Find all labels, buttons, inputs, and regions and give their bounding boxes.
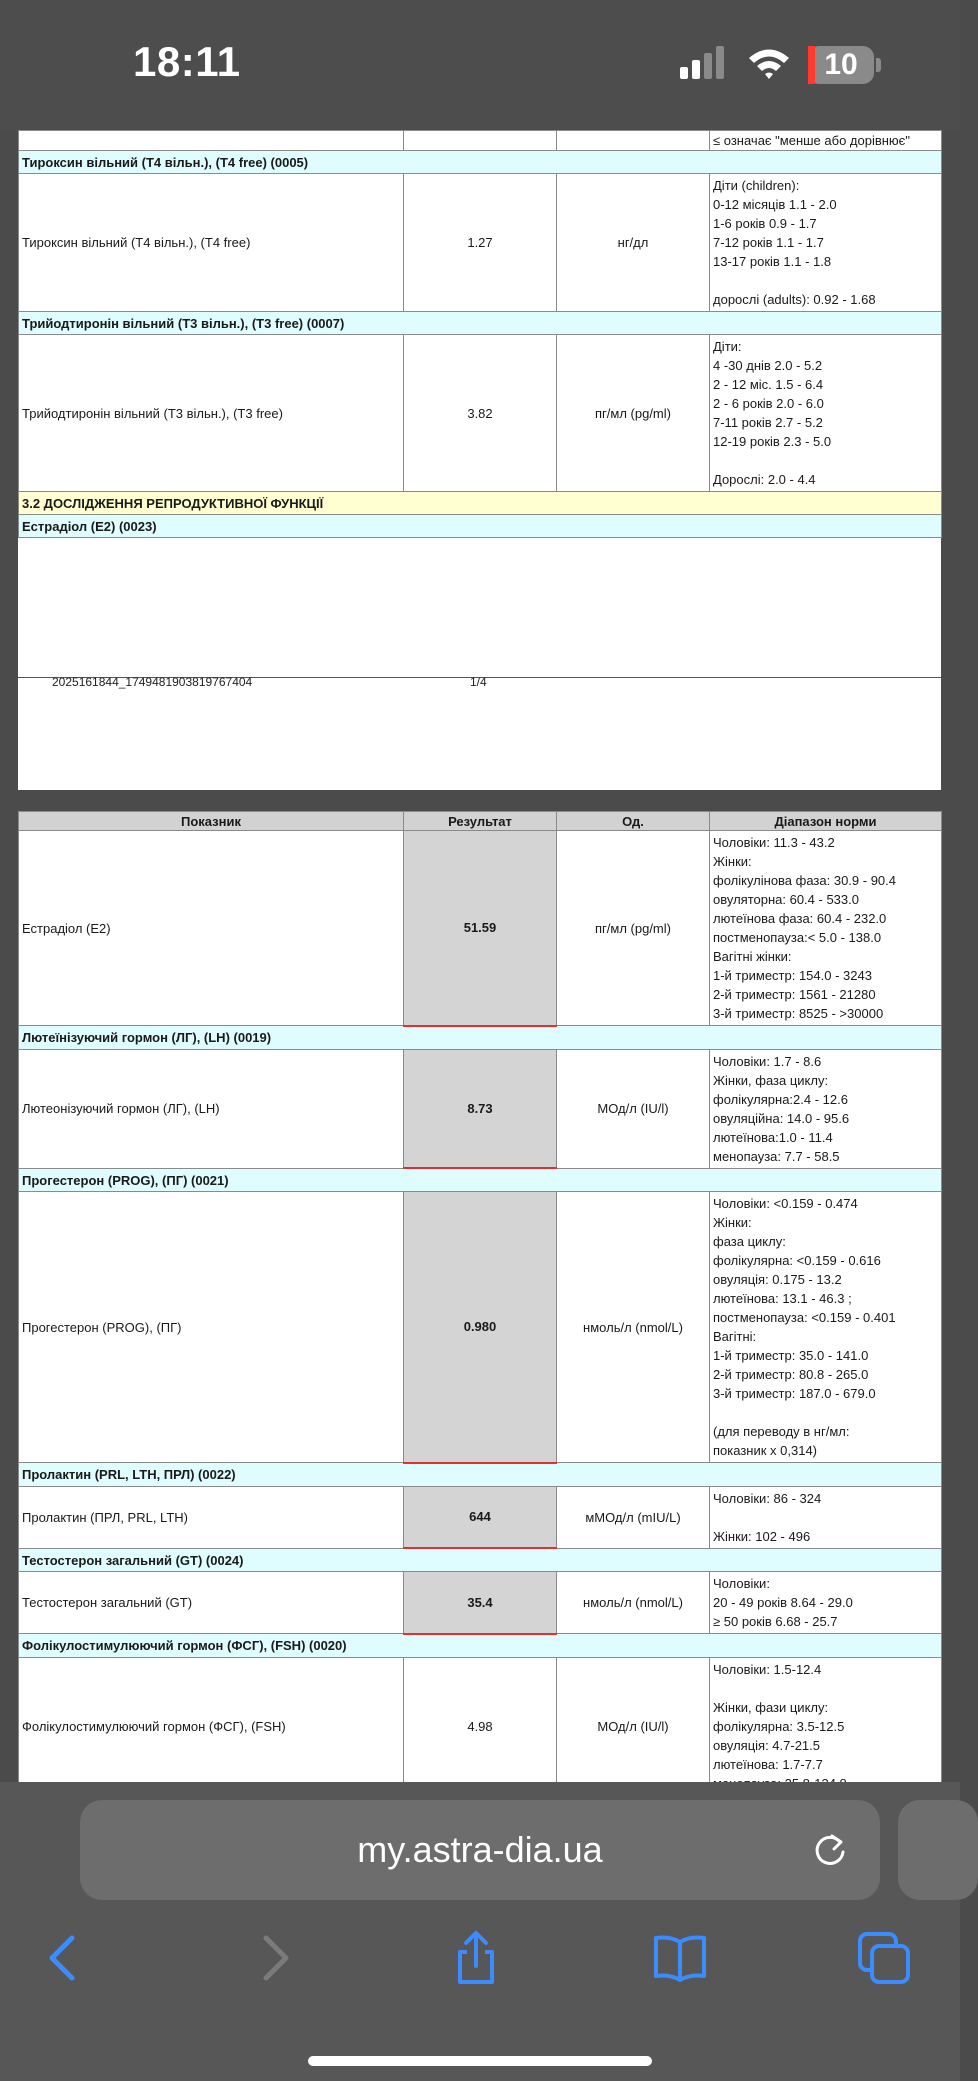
results-table-page-1	[18, 130, 942, 538]
section-lh: Лютеїнізуючий гормон (ЛГ), (LH) (0019)	[19, 1026, 942, 1050]
range-t3: Діти: 4 -30 днів 2.0 - 5.2 2 - 12 міс. 1.5 - 6.4 2 - 6 років 2.0 - 6.0 7-11 років 2.7 - 5.2 12-19 років 2.3 - 5.0 Дорослі: 2.0 - 4.4	[710, 335, 942, 492]
page-footer-id: 2025161844_1749481903819767404	[52, 675, 253, 689]
result-lh: 8.73	[404, 1049, 557, 1168]
status-bar	[0, 0, 960, 130]
unit-gt: нмоль/л (nmol/L)	[557, 1572, 710, 1634]
section-e2: Естрадіол (Е2) (0023)	[19, 515, 942, 538]
address-bar-url[interactable]: my.astra-dia.ua	[357, 1829, 603, 1870]
legend-note: ≤ означає "менше або дорівнює"	[710, 131, 942, 151]
range-e2: Чоловіки: 11.3 - 43.2 Жінки: фолікулінова фаза: 30.9 - 90.4 овуляторна: 60.4 - 533.0 лютеїнова фаза: 60.4 - 232.0 постменопауза:< 5.0 - 138.0 Вагітні жінки: 1-й триместр: 154.0 - 3243 2-й триместр: 1561 - 21280 3-й триместр: 8525 - >30000	[710, 831, 942, 1026]
test-name-fsh: Фолікулостимулюючий гормон (ФСГ), (FSH)	[19, 1657, 404, 1795]
test-name-t4: Тироксин вільний (Т4 вільн.), (T4 free)	[19, 174, 404, 312]
range-lh: Чоловіки: 1.7 - 8.6 Жінки, фаза циклу: фолікулярна:2.4 - 12.6 овуляційна: 14.0 - 95.6 лютеїнова:1.0 - 11.4 менопауза: 7.7 - 58.5	[710, 1049, 942, 1168]
result-e2: 51.59	[404, 831, 557, 1026]
unit-prl: мМОд/л (mIU/L)	[557, 1486, 710, 1548]
document-view[interactable]	[0, 130, 960, 1782]
unit-e2: пг/мл (pg/ml)	[557, 831, 710, 1026]
share-icon[interactable]	[448, 1930, 504, 1986]
tabs-icon[interactable]	[856, 1930, 912, 1986]
section-prl: Пролактин (PRL, LTH, ПРЛ) (0022)	[19, 1463, 942, 1487]
unit-t3: пг/мл (pg/ml)	[557, 335, 710, 492]
column-header-range: Діапазон норми	[710, 812, 942, 831]
section-prog: Прогестерон (PROG), (ПГ) (0021)	[19, 1168, 942, 1192]
bookmarks-icon[interactable]	[652, 1930, 708, 1986]
back-icon[interactable]	[36, 1930, 92, 1986]
range-prog: Чоловіки: <0.159 - 0.474 Жінки: фаза циклу: фолікулярна: <0.159 - 0.616 овуляція: 0.175 - 13.2 лютеїнова: 13.1 - 46.3 ; постменопауза: <0.159 - 0.401 Вагітні: 1-й триместр: 35.0 - 141.0 2-й триместр: 80.8 - 265.0 3-й триместр: 187.0 - 679.0 (для переводу в нг/мл: показник х 0,314)	[710, 1192, 942, 1463]
test-name-t3: Трийодтиронін вільний (Т3 вільн.), (T3 free)	[19, 335, 404, 492]
test-name-e2: Естрадіол (Е2)	[19, 831, 404, 1026]
result-prl: 644	[404, 1486, 557, 1548]
section-reproductive: 3.2 ДОСЛІДЖЕННЯ РЕПРОДУКТИВНОЇ ФУНКЦІЇ	[19, 492, 942, 515]
result-gt: 35.4	[404, 1572, 557, 1634]
results-table-page-2	[18, 811, 942, 1796]
forward-icon[interactable]	[246, 1930, 302, 1986]
wifi-icon	[746, 45, 792, 83]
result-t3: 3.82	[404, 335, 557, 492]
report-page-1	[18, 130, 941, 790]
result-prog: 0.980	[404, 1192, 557, 1463]
range-gt: Чоловіки: 20 - 49 років 8.64 - 29.0 ≥ 50 років 6.68 - 25.7	[710, 1572, 942, 1634]
status-time: 18:11	[133, 38, 241, 85]
section-gt: Тестостерон загальний (GT) (0024)	[19, 1548, 942, 1572]
test-name-prog: Прогестерон (PROG), (ПГ)	[19, 1192, 404, 1463]
battery-level: 10	[824, 48, 858, 81]
result-t4: 1.27	[404, 174, 557, 312]
address-bar[interactable]	[80, 1800, 880, 1900]
unit-prog: нмоль/л (nmol/L)	[557, 1192, 710, 1463]
reload-icon[interactable]	[810, 1830, 850, 1870]
signal-icon	[676, 45, 726, 83]
range-prl: Чоловіки: 86 - 324 Жінки: 102 - 496	[710, 1486, 942, 1548]
test-name-lh: Лютеонізуючий гормон (ЛГ), (LH)	[19, 1049, 404, 1168]
result-fsh: 4.98	[404, 1657, 557, 1795]
section-fsh: Фолікулостимулюючий гормон (ФСГ), (FSH) (0020)	[19, 1634, 942, 1658]
unit-fsh: МОд/л (IU/l)	[557, 1657, 710, 1795]
test-name-prl: Пролактин (ПРЛ, PRL, LTH)	[19, 1486, 404, 1548]
next-tab-preview[interactable]	[898, 1800, 978, 1900]
column-header-result: Результат	[404, 812, 557, 831]
range-t4: Діти (children): 0-12 місяців 1.1 - 2.0 1-6 років 0.9 - 1.7 7-12 років 1.1 - 1.7 13-17 років 1.1 - 1.8 дорослі (adults): 0.92 - 1.68	[710, 174, 942, 312]
battery-icon	[808, 46, 874, 84]
unit-t4: нг/дл	[557, 174, 710, 312]
browser-toolbar	[0, 1782, 960, 2081]
unit-lh: МОд/л (IU/l)	[557, 1049, 710, 1168]
column-header-unit: Од.	[557, 812, 710, 831]
section-t3: Трийодтиронін вільний (Т3 вільн.), (T3 free) (0007)	[19, 312, 942, 335]
range-fsh: Чоловіки: 1.5-12.4 Жінки, фази циклу: фолікулярна: 3.5-12.5 овуляція: 4.7-21.5 лютеїнова: 1.7-7.7	[710, 1657, 942, 1795]
column-header-name: Показник	[19, 812, 404, 831]
report-page-2	[18, 811, 941, 1791]
page-footer-number: 1/4	[470, 675, 487, 689]
section-t4: Тироксин вільний (Т4 вільн.), (T4 free) (0005)	[19, 151, 942, 174]
test-name-gt: Тестостерон загальний (GT)	[19, 1572, 404, 1634]
home-indicator[interactable]	[308, 2056, 652, 2066]
